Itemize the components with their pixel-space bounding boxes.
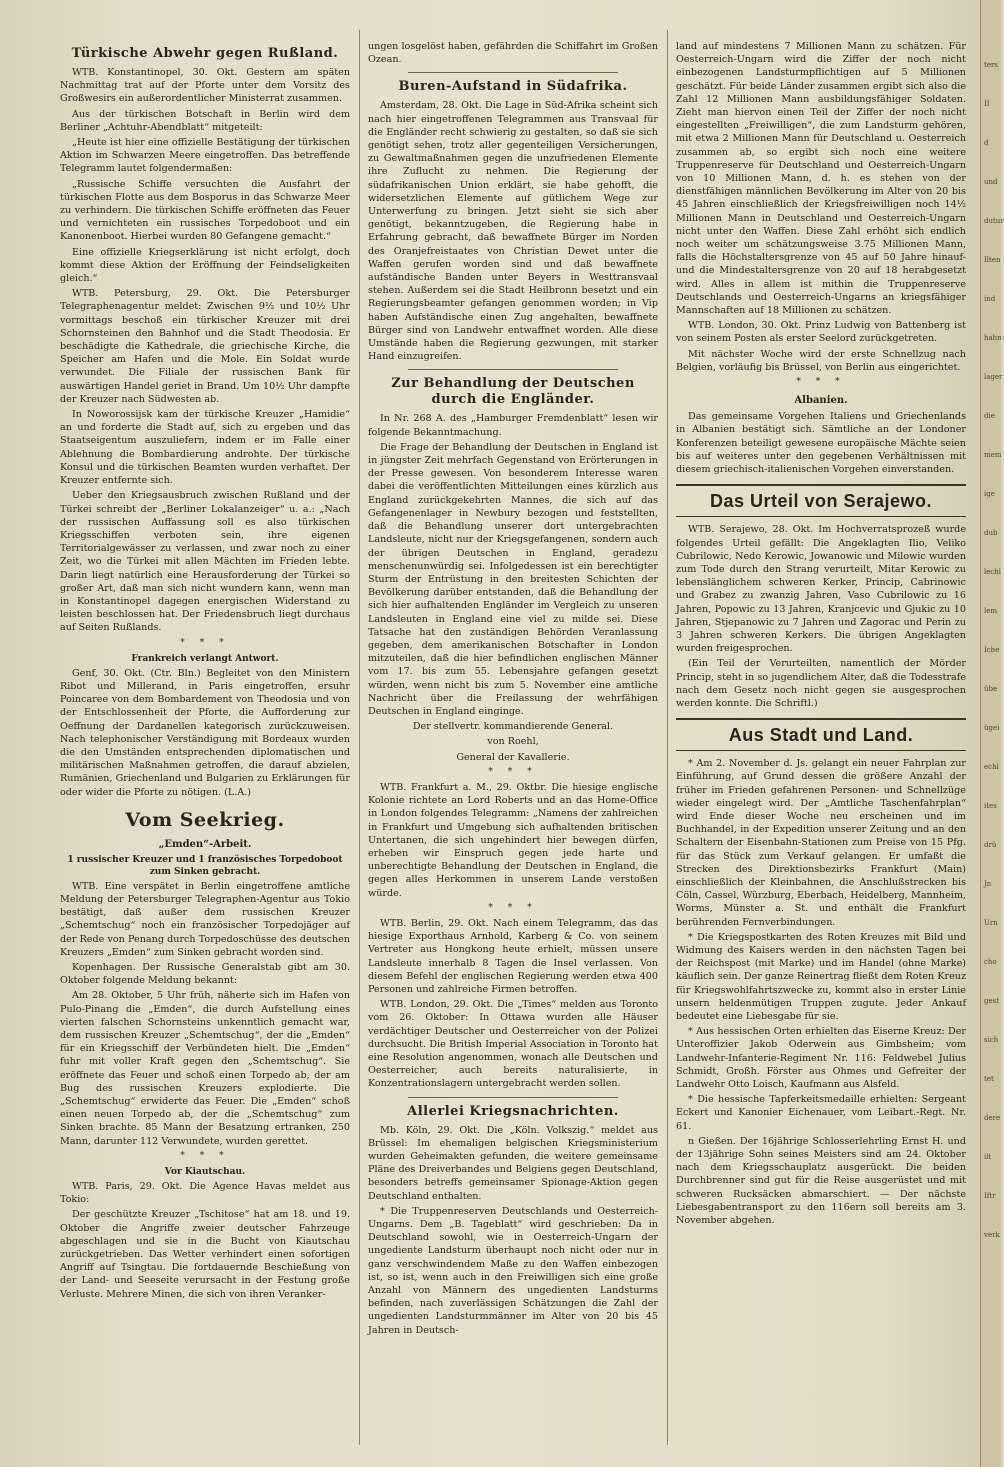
- article-paragraph: Eine offizielle Kriegserklärung ist nicht erfolgt, doch kommt diese Aktion der Eröffnung der Feindseligkeiten gleich.“: [60, 246, 350, 285]
- article-paragraph: WTB. London, 30. Okt. Prinz Ludwig von Battenberg ist von seinem Posten als erster Seelord zurückgetreten.: [676, 320, 966, 345]
- article-paragraph: WTB. London, 29. Okt. Die „Times“ melden aus Toronto vom 26. Oktober: In Ottawa wurden alle Häuser verdächtiger Deutscher und Oesterreicher von der Polizei durchsucht. Die British Imperial Association in Toronto hat eine Resolution angenommen, wonach alle Deutschen und Oesterreicher, auch bereits naturalisierte, in Konzentrationslagern untergebracht werden sollen.: [368, 999, 658, 1090]
- headline-albanien: Albanien.: [794, 395, 848, 407]
- section-divider: [408, 369, 618, 370]
- column-rule-right: [667, 30, 668, 1445]
- column-middle: [368, 40, 658, 1445]
- signature-line: von Roehl,: [487, 736, 539, 748]
- edge-fragment: lechl: [984, 568, 1002, 576]
- edge-fragment: gest: [984, 997, 1000, 1005]
- article-paragraph: Aus der türkischen Botschaft in Berlin wird dem Berliner „Achtuhr-Abendblatt“ mitgeteilt:: [60, 108, 350, 133]
- signature-line: General der Kavallerie.: [456, 751, 570, 763]
- edge-fragment: ügei: [984, 724, 1000, 732]
- article-paragraph: Der geschützte Kreuzer „Tschitose“ hat am 18. und 19. Oktober die Angriffe zweier deutscher Fahrzeuge abgeschlagen und sie in die Bucht von Kiautschau zurückgetrieben. Das Wetter verhindert einen sofortigen Angriff auf Tsingtau. Die fortdauernde Beschießung von der Land- und Seeseite verursacht in der Festung große Verluste. Mehrere Minen, die sich von ihren Veranker-: [60, 1209, 350, 1300]
- article-paragraph: WTB. Berlin, 29. Okt. Nach einem Telegramm, das das hiesige Exporthaus Arnhold, Karberg & Co. von seinem Vertreter aus Hongkong heute erhielt, müssen unsere Landsleute innerhalb 8 Tagen die Insel verlassen. Von diesem Befehl der englischen Regierung werden etwa 400 Personen und zahlreiche Firmen betroffen.: [368, 917, 658, 995]
- edge-fragment: ige: [984, 490, 995, 498]
- adjacent-page-edge: [980, 0, 1004, 1467]
- article-paragraph: Amsterdam, 28. Okt. Die Lage in Süd-Afrika scheint sich nach hier eingetroffenen Telegrammen aus Transvaal für die Engländer recht schwierig zu gestalten, so daß sie sich genötigt sehen, trotz aller gegenteiligen Versicherungen, zu Gewaltmaßnahmen gegen die unzufriedenen Elemente ihre Zuflucht zu nehmen. Die Regierung der südafrikanischen Union erklärt, sie habe gehofft, die widersetzlichen Elemente auf gütlichem Wege zur Unterwerfung zu bringen. Jetzt sieht sie sich aber genötigt, bekanntzugeben, die Regierung habe in Erfahrung gebracht, daß bewaffnete Bürger im Norden des Oranjefreistaates von Christian Dewet unter die Waffen gerufen worden sind und daß bewaffnete aufständische Banden unter Beyers in Westtransvaal stehen. Außerdem sei die Stadt Heilbronn besetzt und ein Regierungsbeamter gefangen genommen worden; in Vip haben Aufständische einen Zug angehalten, bewaffnete Bürger sind von Landwehr entwaffnet worden. Alle diese Umstände haben die Regierung gezwungen, mit starker Hand einzugreifen.: [368, 100, 658, 363]
- headline-tuerkische-abwehr: Türkische Abwehr gegen Rußland.: [71, 46, 339, 61]
- edge-fragment: sich: [984, 1036, 999, 1044]
- section-divider: [408, 1097, 618, 1098]
- article-paragraph: Mb. Köln, 29. Okt. Die „Köln. Volkszig.“ meldet aus Brüssel: Im ehemaligen belgischen Kriegsministerium wurden Geheimakten gefunden, die weitere gemeinsame Pläne des Dreiverbandes und Belgiens gegen Deutschland, besonders betreffs gemeinsamer Spionage-Aktion gegen Deutschland enthalten.: [368, 1124, 658, 1202]
- article-paragraph: WTB. Petersburg, 29. Okt. Die Petersburger Telegraphenagentur meldet: Zwischen 9½ und 10½ Uhr vormittags beschoß ein türkischer Kreuzer mit drei Schornsteinen den Bahnhof und die Stadt Theodosia. Er beschädigte die Kathedrale, die griechische Kirche, die Speicher am Hafen und die Mole. Ein Soldat wurde verwundet. Die Filiale der russischen Bank für auswärtigen Handel geriet in Brand. Um 10½ Uhr dampfte der Kreuzer nach Südwesten ab.: [60, 288, 350, 405]
- headline-aus-stadt-und-land: Aus Stadt und Land.: [676, 718, 966, 751]
- article-paragraph: Kopenhagen. Der Russische Generalstab gibt am 30. Oktober folgende Meldung bekannt:: [60, 961, 350, 987]
- article-paragraph: WTB. Eine verspätet in Berlin eingetroffene amtliche Meldung der Petersburger Telegraphen-Agentur aus Tokio bestätigt, daß außer dem russischen Kreuzer „Schemtschug“ noch ein französischer Torpedojäger auf der Rede von Penang durch Torpedoschüsse des deutschen Kreuzers „Emden“ zum Sinken gebracht worden sind.: [60, 880, 350, 958]
- column-right: [676, 40, 966, 1445]
- separator-stars: * * *: [180, 637, 230, 648]
- article-paragraph: „Heute ist hier eine offizielle Bestätigung der türkischen Aktion im Schwarzen Meere eingetroffen. Das betreffende Telegramm lautet folgendermaßen:: [60, 137, 350, 175]
- subheadline-emden: „Emden“-Arbeit.: [158, 838, 252, 850]
- section-divider: [408, 72, 618, 73]
- article-paragraph: n Gießen. Der 16jährige Schlosserlehrling Ernst H. und der 13jährige Sohn seines Meisters sind am 24. Oktober nach dem Kriegsschauplatz ausgerückt. Die beiden Durchbrenner sind gut für die Reise ausgerüstet und mit schweren Rucksäcken abmarschiert. — Der nächste Liebesgabentransport zu den 116ern soll bereits am 3. November abgehen.: [676, 1135, 966, 1227]
- edge-fragment: übe: [984, 685, 998, 693]
- edge-fragment: tet: [984, 1075, 994, 1083]
- edge-fragment: dutur: [984, 217, 1004, 225]
- article-paragraph: Am 28. Oktober, 5 Uhr früh, näherte sich im Hafen von Pulo-Pinang die „Emden“, die durch Aufstellung eines vierten falschen Schornsteins unkenntlich gemacht war, dem russischen Kreuzer „Schemtschug“, der die „Emden“ für ein Kriegsschiff der Verbündeten hielt. Die „Emden“ fuhr mit voller Kraft gegen den „Schemtschug“. Sie eröffnete das Feuer und schoß einen Torpedo ab, der am Bug des russischen Kreuzers explodierte. Die „Schemtschug“ erwiderte das Feuer. Die „Emden“ schoß einen neuen Torpedo ab, der die „Schemtschug“ zum Sinken brachte. 85 Mann der Besatzung ertranken, 250 Mann, darunter 112 Verwundete, wurden gerettet.: [60, 990, 350, 1147]
- article-paragraph: „Russische Schiffe versuchten die Ausfahrt der türkischen Flotte aus dem Bosporus in das Schwarze Meer zu verhindern. Die türkischen Schiffe eröffneten das Feuer und vernichteten ein russisches Torpedoboot und ein Kanonenboot. Hierbei wurden 80 Gefangene gemacht.“: [60, 178, 350, 243]
- article-paragraph: ungen losgelöst haben, gefährden die Schiffahrt im Großen Ozean.: [368, 41, 658, 66]
- headline-allerlei-kriegsnachrichten: Allerlei Kriegsnachrichten.: [407, 1103, 619, 1119]
- separator-stars: * * *: [488, 766, 538, 777]
- article-paragraph: Das gemeinsame Vorgehen Italiens und Griechenlands in Albanien bestätigt sich. Sämtliche an der Londoner Konferenzen beteiligt gewesene europäische Mächte seien bis auf weiteres unter den gegebenen Verhältnissen mit diesem griechisch-italienischen Vorgehen einverstanden.: [676, 411, 966, 476]
- headline-vom-seekrieg: Vom Seekrieg.: [125, 808, 285, 831]
- article-paragraph: In Nr. 268 A. des „Hamburger Fremdenblatt“ lesen wir folgende Bekanntmachung.: [368, 413, 658, 438]
- article-paragraph: WTB. Paris, 29. Okt. Die Agence Havas meldet aus Tokio:: [60, 1181, 350, 1206]
- edge-fragment: lem: [984, 607, 998, 615]
- article-paragraph: WTB. Frankfurt a. M., 29. Oktbr. Die hiesige englische Kolonie richtete an Lord Roberts und an das Home-Office in London folgendes Telegramm: „Namens der zahlreichen in Frankfurt und Umgebung sich aufhaltenden britischen Untertanen, die sich ungehindert hier bewegen dürfen, erheben wir Einspruch gegen jede harte und unberechtigte Behandlung der Deutschen in England, die gegen alles Herkommen in unserem Lande verstoßen würde.: [368, 781, 658, 899]
- edge-fragment: drü: [984, 841, 997, 849]
- subheadline-frankreich: Frankreich verlangt Antwort.: [131, 653, 279, 664]
- article-paragraph: WTB. Konstantinopel, 30. Okt. Gestern am späten Nachmittag trat auf der Pforte unter dem Vorsitz des Großwesirs ein außerordentlicher Ministerrat zusammen.: [60, 67, 350, 105]
- edge-fragment: Iftr: [984, 1192, 996, 1200]
- edge-fragment: ters: [984, 61, 998, 69]
- headline-buren-aufstand: Buren-Aufstand in Südafrika.: [398, 79, 628, 95]
- separator-stars: * * *: [796, 377, 846, 388]
- edge-fragment: verk: [984, 1231, 1000, 1239]
- edge-fragment: hahn-: [984, 334, 1004, 342]
- article-paragraph: * Aus hessischen Orten erhielten das Eiserne Kreuz: Der Unteroffizier Jakob Oderwein aus Gimbsheim; vom Landwehr-Infanterie-Regiment Nr. 116: Feldwebel Julius Schmidt, Großh. Förster aus Ohmes und Gefreiter der Landwehr Otto Loisch, Kaufmann aus Alsfeld.: [676, 1026, 966, 1091]
- edge-fragment: lager: [984, 373, 1003, 381]
- subheadline-kiautschau: Vor Kiautschau.: [164, 1167, 246, 1178]
- signature-line: Der stellvertr. kommandierende General.: [412, 721, 614, 733]
- edge-fragment: und: [984, 178, 998, 186]
- article-paragraph: WTB. Serajewo, 28. Okt. Im Hochverratsprozeß wurde folgendes Urteil gefällt: Die Angeklagten Ilio, Veliko Cubrilowic, Nedo Kerowic, Jowanowic und Milowic wurden zum Tode durch den Strang verurteilt, Mitar Kerowic zu lebenslänglichem schweren Kerker, Princip, Cabrinowic und Grabez zu zwanzig Jahren, Vaso Cubrilowic zu 16 Jahren, Popowic zu 13 Jahren, Kranjcevic und Gjukic zu 10 Jahren, Stjepanowic zu 7 Jahren und Zagorac und Perin zu 3 Jahren schweren Kerkers. Die übrigen Angeklagten wurden freigesprochen.: [676, 524, 966, 655]
- edge-fragment: d: [984, 139, 989, 147]
- edge-fragment: ind: [984, 295, 996, 303]
- edge-fragment: echl: [984, 763, 999, 771]
- headline-behandlung-deutschen: Zur Behandlung der Deutschen durch die Engländer.: [391, 376, 635, 408]
- edge-fragment: die: [984, 412, 995, 420]
- edge-fragment: cho: [984, 958, 997, 966]
- separator-stars: * * *: [488, 902, 538, 913]
- article-paragraph: Ueber den Kriegsausbruch zwischen Rußland und der Türkei schreibt der „Berliner Lokalanzeiger“ u. a.: „Nach der russischen Auffassung soll es also türkischen Kriegsschiffen verboten sein, ihre eigenen Territorialgewässer zu verlassen, und zwar noch zu einer Zeit, wo die Türkei mit allen Mächten im Frieden lebte. Darin liegt natürlich eine Herausforderung der Türkei so großer Art, daß man sich nicht wundern kann, wenn man in Konstantinopel dagegen energischen Widerstand zu leisten beschlossen hat. Der Friedensbruch liegt durchaus auf Seiten Rußlands.: [60, 490, 350, 634]
- article-paragraph: * Die Kriegspostkarten des Roten Kreuzes mit Bild und Widmung des Kaisers werden in den nächsten Tagen bei der Reichspost (mit Marke) und im Handel (ohne Marke) käuflich sein. Der ganze Reinertrag fließt dem Roten Kreuz für Kriegswohlfahrtszwecke zu, kommt also in erster Linie unsern heldenmütigen Truppen zugute. Jeder Ankauf bedeutet eine Liebesgabe für sie.: [676, 931, 966, 1022]
- article-paragraph: land auf mindestens 7 Millionen Mann zu schätzen. Für Oesterreich-Ungarn wird die Ziffer der noch nicht einbezogenen Landsturmpflichtigen auf 5 Millionen geschätzt. Für beide Länder zusammen ergibt sich also die Zahl 12 Millionen Mann ausbildungsfähiger Soldaten. Zieht man hiervon einen Teil der Ziffer der noch nicht eingestellten „Freiwilligen“, die zum Landsturm gehören, mit etwa 2 Millionen Mann für Deutschland u. Oesterreich zusammen ab, so ergibt sich noch eine weitere Truppenreserve für Deutschland und Oesterreich-Ungarn von 10 Millionen Mann, d. h. es stehen von der dienstfähigen männlichen Bevölkerung im Alter von 20 bis 45 Jahren einschließlich der Kriegsfreiwilligen noch 14½ Millionen Mann in Deutschland und Oesterreich-Ungarn nicht unter den Waffen. Diese Zahl erhöht sich endlich noch weiter um schätzungsweise 3.75 Millionen Mann, falls die Höchstaltersgrenze von 45 auf 50 Jahre hinauf- und die Mindestaltersgrenze von 20 auf 18 herabgesetzt wird. Alles in allem ist mithin die Truppenreserve Deutschlands und Oesterreich-Ungarns an kriegsfähiger Mannschaften auf 18 Millionen zu schätzen.: [676, 41, 966, 317]
- article-paragraph: * Am 2. November d. Js. gelangt ein neuer Fahrplan zur Einführung, auf Grund dessen die größere Anzahl der früher im Frieden gefahrenen Personen- und Schnellzüge wieder eingelegt wird. Der „Amtliche Taschenfahrplan“ wird Ende dieser Woche neu erscheinen und im Buchhandel, in der Expedition unserer Zeitung und an den Schaltern der Eisenbahn-Stationen zum Preise von 15 Pfg. für das Stück zum Verkauf gelangen. Er umfaßt die Strecken des Direktionsbezirks Frankfurt (Main) einschließlich der Kleinbahnen, die Anschlußstrecken bis Cöln, Cassel, Würzburg, Eberbach, Heidelberg, Mannheim, Worms, Münster a. St. und enthält die Frankfurt berührenden Fernverbindungen.: [676, 758, 966, 928]
- edge-fragment: mem: [984, 451, 1002, 459]
- article-paragraph: * Die hessische Tapferkeitsmedaille erhielten: Sergeant Eckert und Kanonier Eichenauer, vom Leibart.-Regt. Nr. 61.: [676, 1094, 966, 1132]
- article-paragraph: Genf, 30. Okt. (Ctr. Bln.) Begleitet von den Ministern Ribot und Millerand, in Paris eingetroffen, ersuhr Poincaree von dem Bombardement von Theodosia und von der Entschlossenheit der Pforte, die Aufforderung zur Oeffnung der Dardanellen kategorisch zurückzuweisen. Nach telephonischer Verständigung mit Bordeaux wurden die den Umständen entsprechenden diplomatischen und militärischen Maßnahmen getroffen, die darauf abzielen, Rumänien, Griechenland und Bulgarien zu Erklärungen für oder wider die Pforte zu nötigen. (L.A.): [60, 667, 350, 798]
- edge-fragment: dere: [984, 1114, 1001, 1122]
- article-paragraph: * Die Truppenreserven Deutschlands und Oesterreich-Ungarns. Dem „B. Tageblatt“ wird geschrieben: Da in Deutschland sowohl, wie in Oesterreich-Ungarn der ungediente Landsturm überhaupt noch nicht oder nur in ganz verschwindendem Maße zu den Waffen einbezogen ist, so ist, wenn auch in den Freiwilligen sich eine große Anzahl von Männern des ungedienten Landsturms befinden, nach zuverlässigen Schätzungen die Zahl der ungedienten Landsturmmänner im Alter von 20 bis 45 Jahren in Deutsch-: [368, 1205, 658, 1336]
- edge-fragment: ilt: [984, 1153, 992, 1161]
- edge-fragment: ites: [984, 802, 997, 810]
- article-paragraph: (Ein Teil der Verurteilten, namentlich der Mörder Princip, steht in so jugendlichem Alter, daß die Todesstrafe nach dem Gesetz noch nicht gegen sie ausgesprochen werden konnte. Die Schriftl.): [676, 658, 966, 709]
- edge-fragment: Iche: [984, 646, 1000, 654]
- edge-fragment: dub: [984, 529, 998, 537]
- article-paragraph: Die Frage der Behandlung der Deutschen in England ist in jüngster Zeit mehrfach Gegenstand von Erörterungen in der Presse gewesen. Von besonderem Interesse waren dabei die veröffentlichten Mitteilungen eines kürzlich aus England zurückgekehrten Mannes, die sich auf das Gefangenenlager in Newbury bezogen und feststellten, daß die Behandlung unserer dort untergebrachten Landsleute, nicht nur der Kriegsgefangenen, sondern auch der übrigen Deutschen in England, geradezu menschenunwürdig sei. Infolgedessen ist ein berechtigter Sturm der Entrüstung in den breitesten Schichten der Bevölkerung darüber entstanden, daß die Behandlung der sich hier aufhaltenden Engländer im Vergleich zu unseren Landsleuten in England eine viel zu milde sei. Diese Tatsache hat den zuständigen Behörden Veranlassung gegeben, dem amerikanischen Botschafter in London mitzuteilen, daß die hier befindlichen englischen Männer vom 17. bis zum 55. Lebensjahre gefangen gesetzt würden, wenn nicht bis zum 5. November eine amtliche Nachricht über die Freilassung der wehrfähigen Deutschen in England einginge.: [368, 441, 658, 717]
- article-paragraph: Mit nächster Woche wird der erste Schnellzug nach Belgien, vorläufig bis Brüssel, von Berlin aus eingerichtet.: [676, 348, 966, 373]
- column-rule-left: [359, 30, 360, 1445]
- edge-fragment: Ilten: [984, 256, 1001, 264]
- edge-fragment: Urn: [984, 919, 998, 927]
- column-left: [60, 40, 350, 1445]
- subheadline-emden-detail: 1 russischer Kreuzer und 1 französisches Torpedoboot zum Sinken gebracht.: [67, 854, 343, 877]
- edge-fragment: Jn: [984, 880, 992, 888]
- headline-urteil-serajewo: Das Urteil von Serajewo.: [676, 484, 966, 517]
- article-paragraph: In Noworossijsk kam der türkische Kreuzer „Hamidie“ an und forderte die Stadt auf, sich zu ergeben und das Staatseigentum auszuliefern, indem er im Falle einer Ablehnung die Bombardierung androhte. Der türkische Konsul und die türkischen Beamten wurden verhaftet. Der Kreuzer entfernte sich.: [60, 409, 350, 487]
- edge-fragment: II: [984, 100, 990, 108]
- separator-stars: * * *: [180, 1150, 230, 1161]
